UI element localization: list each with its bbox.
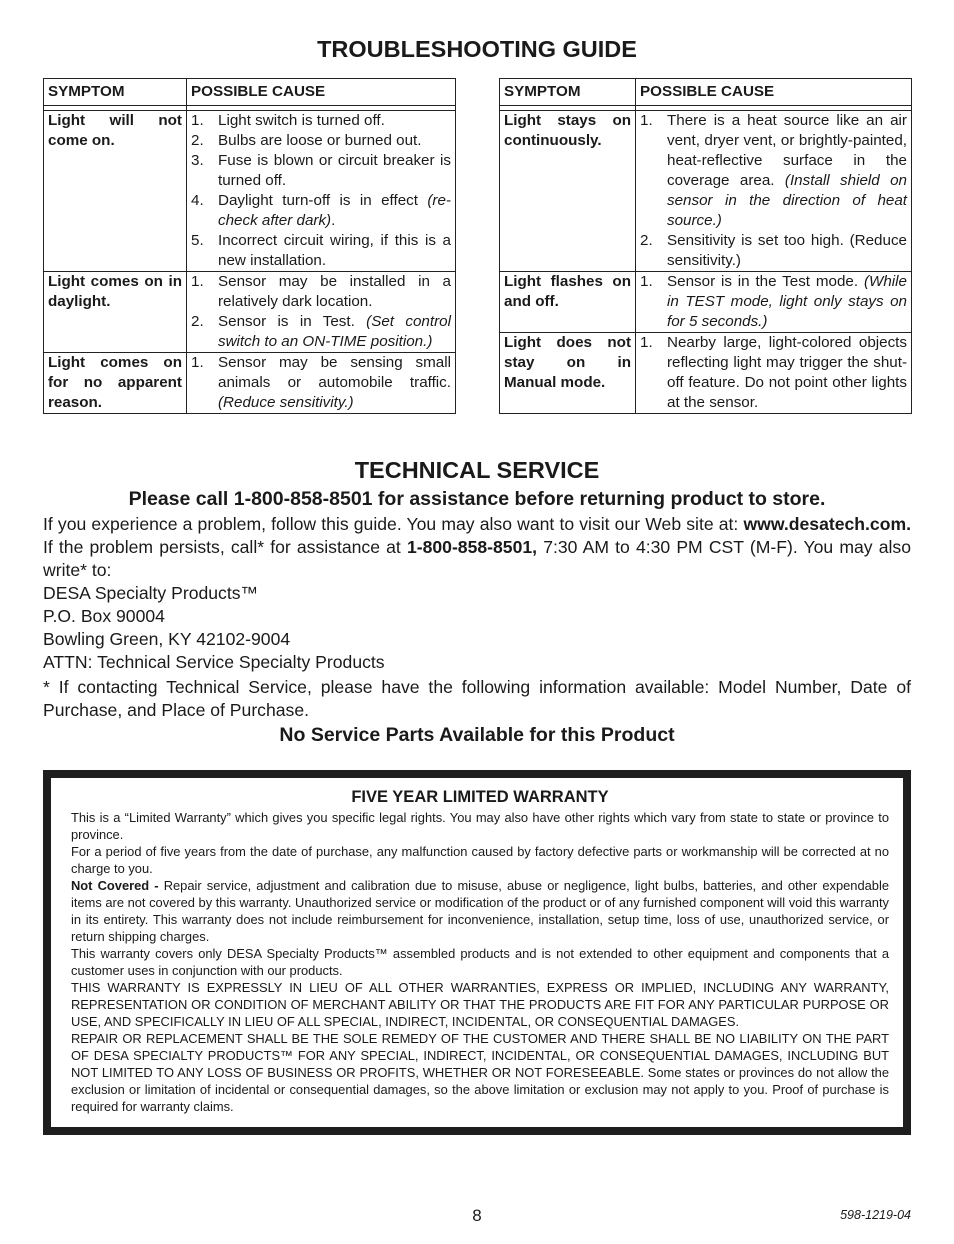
list-item <box>640 272 907 332</box>
symptom-cell: Light does not stay on in Manual mode. <box>500 333 636 414</box>
address-line: P.O. Box 90004 <box>43 606 165 626</box>
call-line: Please call 1-800-858-8501 for assistance before returning product to store. <box>128 488 826 510</box>
header-possible-cause: POSSIBLE CAUSE <box>636 79 912 106</box>
list-item <box>191 312 451 352</box>
table-row <box>44 353 456 414</box>
cause-text: Light switch is turned off. <box>218 112 385 129</box>
contact-note: * If contacting Technical Service, please have the following information available: Model Number, Date of Purchase, and Place of Purchase. <box>43 677 911 720</box>
item-number: 1. <box>191 273 204 290</box>
header-symptom: SYMPTOM <box>500 79 636 106</box>
item-number: 2. <box>191 132 204 149</box>
cause-text: Sensor may be sensing small animals or automobile traffic. <box>218 354 451 391</box>
mailing-address <box>43 582 911 674</box>
phone-number: 1-800-858-8501, <box>406 537 538 557</box>
contact-paragraph <box>43 513 911 582</box>
item-text <box>218 231 451 271</box>
cause-text: There is a heat source like an air vent, dryer vent, or brightly-painted, heat-reflective surface in the coverage area. <box>667 112 907 189</box>
address-line: DESA Specialty Products™ <box>43 583 259 603</box>
item-number: 1. <box>640 112 653 129</box>
list-item <box>640 111 907 231</box>
item-text <box>218 151 451 191</box>
cause-list <box>191 272 451 352</box>
list-item <box>191 111 451 131</box>
symptom-cell: Light stays on continuously. <box>500 111 636 272</box>
list-item <box>191 191 451 231</box>
item-text <box>218 191 451 231</box>
item-text <box>667 272 907 332</box>
cause-cell <box>636 272 912 333</box>
cause-cell <box>636 111 912 272</box>
cause-cell <box>187 272 456 353</box>
header-possible-cause: POSSIBLE CAUSE <box>187 79 456 106</box>
document-code: 598-1219-04 <box>840 1208 911 1222</box>
item-number: 5. <box>191 232 204 249</box>
address-line: Bowling Green, KY 42102-9004 <box>43 629 291 649</box>
not-covered-text: Repair service, adjustment and calibration due to misuse, abuse or negligence, light bulbs, batteries, and other expendable items are not covered by this warranty. Unauthorized service or modification of the product or of any furnished component will void this warranty in its entirety. This warranty does not include reimbursement for inconvenience, installation, setup time, loss of use, unauthorized service, or return shipping charges. <box>71 878 889 944</box>
cause-text: Sensor may be installed in a relatively dark location. <box>218 273 451 310</box>
cause-text: Nearby large, light-colored objects reflecting light may trigger the shut-off feature. Do not point other lights at the sensor. <box>667 334 907 411</box>
warranty-paragraph: REPAIR OR REPLACEMENT SHALL BE THE SOLE REMEDY OF THE CUSTOMER AND THERE SHALL BE NO LIABILITY ON THE PART OF DESA SPECIALTY PRODUCTS™ FOR ANY SPECIAL, INDIRECT, INCIDENTAL, OR CONSEQUENTIAL DAMAGES, INCLUDING BUT NOT LIMITED TO ANY LOSS OF BUSINESS OR PROFITS, WHETHER OR NOT FORESEEABLE. Some states or provinces do not allow the exclusion or limitation of incidental or consequential damages, so the above limitation or exclusion may not apply to you. Proof of purchase is required for warranty claims. <box>71 1031 889 1114</box>
list-item <box>191 272 451 312</box>
symptom-cell: Light comes on in daylight. <box>44 272 187 353</box>
troubleshooting-table-right <box>499 78 912 414</box>
list-item <box>191 151 451 191</box>
cause-list <box>191 353 451 413</box>
item-number: 1. <box>640 334 653 351</box>
website-link[interactable]: www.desatech.com. <box>743 514 911 534</box>
cause-italic-note: (Reduce sensitivity.) <box>218 394 354 411</box>
item-number: 1. <box>640 273 653 290</box>
item-text <box>667 231 907 271</box>
table-row <box>44 111 456 272</box>
troubleshooting-title: TROUBLESHOOTING GUIDE <box>317 36 637 62</box>
cause-italic-note: (re-check after dark) <box>218 192 451 229</box>
cause-cell <box>187 353 456 414</box>
warranty-title: FIVE YEAR LIMITED WARRANTY <box>351 788 609 806</box>
cause-text: Daylight turn-off is in effect <box>218 192 418 209</box>
item-text <box>218 353 451 413</box>
list-item <box>191 231 451 271</box>
no-service-parts-notice: No Service Parts Available for this Product <box>279 724 675 746</box>
list-item <box>191 131 451 151</box>
persist-text: If the problem persists, call* for assistance at <box>43 537 401 557</box>
list-item <box>640 333 907 413</box>
cause-cell <box>187 111 456 272</box>
technical-service-title: TECHNICAL SERVICE <box>354 457 600 483</box>
item-number: 2. <box>191 313 204 330</box>
cause-cell <box>636 333 912 414</box>
troubleshooting-table-left <box>43 78 456 414</box>
table-row <box>44 272 456 353</box>
item-number: 2. <box>640 232 653 249</box>
page-number: 8 <box>472 1206 482 1225</box>
table-row <box>500 272 912 333</box>
cause-list <box>640 333 907 413</box>
intro-text: If you experience a problem, follow this guide. You may also want to visit our Web site at: <box>43 514 739 534</box>
cause-list <box>640 272 907 332</box>
hours-text: 7:30 AM to 4:30 PM CST (M-F). You may also write* to: <box>43 537 911 580</box>
header-symptom: SYMPTOM <box>44 79 187 106</box>
warranty-paragraph: This is a “Limited Warranty” which gives you specific legal rights. You may also have other rights which vary from state to state or province to province. <box>71 810 889 842</box>
item-number: 1. <box>191 354 204 371</box>
warranty-box <box>43 770 911 1135</box>
table-row <box>500 333 912 414</box>
list-item <box>640 231 907 271</box>
warranty-inner <box>50 777 904 1128</box>
symptom-cell: Light comes on for no apparent reason. <box>44 353 187 414</box>
warranty-paragraph: For a period of five years from the date of purchase, any malfunction caused by factory defective parts or workmanship will be corrected at no charge to you. <box>71 844 889 876</box>
cause-text: Sensor is in the Test mode. <box>667 273 859 290</box>
cause-text: Bulbs are loose or burned out. <box>218 132 422 149</box>
item-text <box>218 272 451 312</box>
cause-list <box>640 111 907 271</box>
item-text <box>218 312 451 352</box>
address-line: ATTN: Technical Service Specialty Products <box>43 652 385 672</box>
cause-italic-note: (Install shield on sensor in the direction of heat source.) <box>667 172 907 229</box>
cause-text: Sensor is in Test. <box>218 313 355 330</box>
item-number: 4. <box>191 192 204 209</box>
warranty-paragraph: This warranty covers only DESA Specialty Products™ assembled products and is not extended to other equipment and components that a customer uses in conjunction with our products. <box>71 946 889 978</box>
warranty-paragraph: THIS WARRANTY IS EXPRESSLY IN LIEU OF ALL OTHER WARRANTIES, EXPRESS OR IMPLIED, INCLUDING ANY WARRANTY, REPRESENTATION OR CONDITION OF MERCHANT ABILITY OR THAT THE PRODUCTS ARE FIT FOR ANY PARTICULAR PURPOSE OR USE, AND SPECIFICALLY IN LIEU OF ALL SPECIAL, INDIRECT, INCIDENTAL, OR CONSEQUENTIAL DAMAGES. <box>71 980 889 1029</box>
item-text <box>667 333 907 413</box>
cause-suffix: . <box>331 212 336 229</box>
table-row <box>500 111 912 272</box>
warranty-paragraph <box>71 877 889 945</box>
item-number: 3. <box>191 152 204 169</box>
cause-italic-note: (Set control switch to an ON-TIME position.) <box>218 313 451 350</box>
not-covered-label: Not Covered - <box>71 878 159 893</box>
cause-list <box>191 111 451 271</box>
item-number: 1. <box>191 112 204 129</box>
list-item <box>191 353 451 413</box>
symptom-cell: Light will not come on. <box>44 111 187 272</box>
cause-text: Incorrect circuit wiring, if this is a new installation. <box>218 232 451 269</box>
cause-italic-note: (While in TEST mode, light only stays on for 5 seconds.) <box>667 273 907 330</box>
cause-text: Fuse is blown or circuit breaker is turned off. <box>218 152 451 189</box>
item-text <box>218 111 451 131</box>
item-text <box>218 131 451 151</box>
symptom-cell: Light flashes on and off. <box>500 272 636 333</box>
item-text <box>667 111 907 231</box>
cause-text: Sensitivity is set too high. (Reduce sensitivity.) <box>667 232 907 269</box>
